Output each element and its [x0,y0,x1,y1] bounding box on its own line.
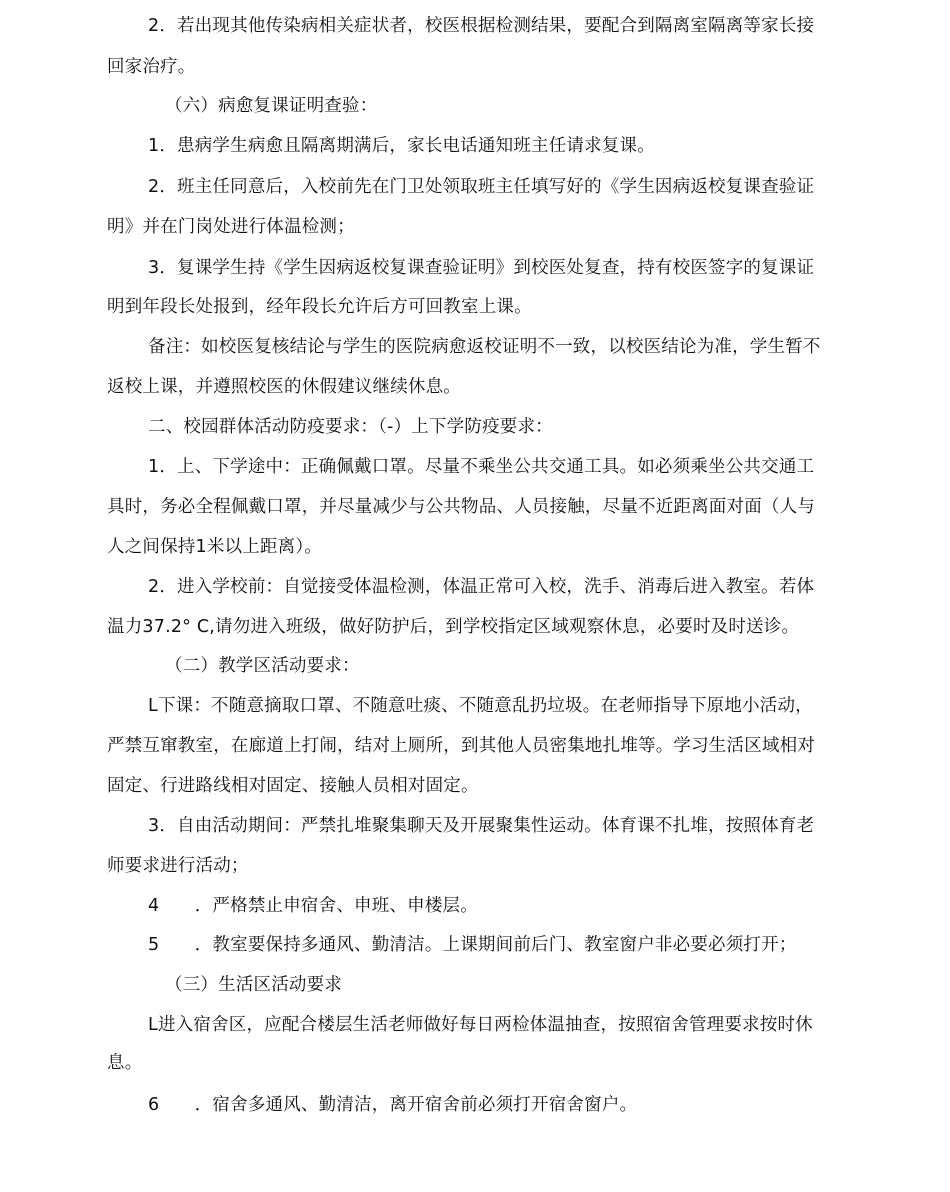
paragraph-line: 严禁互窜教室，在廊道上打闹，结对上厕所，到其他人员密集地扎堆等。学习生活区域相对 [107,736,815,756]
paragraph-line: 2．进入学校前：自觉接受体温检测，体温正常可入校，洗手、消毒后进入教室。若体 [148,577,815,597]
paragraph-line: 息。 [107,1053,143,1073]
paragraph-line: 明》并在门岗处进行体温检测； [107,217,355,237]
section-heading: （三）生活区活动要求 [165,975,342,995]
paragraph-line: 回家治疗。 [107,57,196,77]
paragraph-line: 人之间保持1米以上距离）。 [107,537,322,557]
paragraph-line: 2．班主任同意后，入校前先在门卫处领取班主任填写好的《学生因病返校复课查验证 [148,177,815,197]
paragraph-line: 1．患病学生病愈且隔离期满后，家长电话通知班主任请求复课。 [148,136,655,156]
section-heading: 二、校园群体活动防疫要求：（-）上下学防疫要求： [148,417,553,437]
note-line: 备注：如校医复核结论与学生的医院病愈返校证明不一致，以校医结论为准，学生暂不 [148,337,821,357]
paragraph-line: 2．若出现其他传染病相关症状者，校医根据检测结果，要配合到隔离室隔离等家长接 [148,16,815,36]
paragraph-line: L进入宿舍区，应配合楼层生活老师做好每日两检体温抽查，按照宿舍管理要求按时休 [148,1015,813,1035]
paragraph-line: 3．复课学生持《学生因病返校复课查验证明》到校医处复查，持有校医签字的复课证 [148,258,815,278]
paragraph-line: L下课：不随意摘取口罩、不随意吐痰、不随意乱扔垃圾。在老师指导下原地小活动， [148,696,813,716]
paragraph-line: 明到年段长处报到，经年段长允许后方可回教室上课。 [107,297,532,317]
paragraph-line: 具时，务必全程佩戴口罩，并尽量减少与公共物品、人员接触，尽量不近距离面对面（人与 [107,497,815,517]
list-item: 5 ．教室要保持多通风、勤清洁。上课期间前后门、教室窗户非必要必须打开； [148,935,797,955]
paragraph-line: 温力37.2° C,请勿进入班级，做好防护后，到学校指定区域观察休息，必要时及时送诊。 [107,617,800,637]
paragraph-line: 3．自由活动期间：严禁扎堆聚集聊天及开展聚集性运动。体育课不扎堆，按照体育老 [148,816,815,836]
paragraph-line: 师要求进行活动； [107,856,249,876]
paragraph-line: 1．上、下学途中：正确佩戴口罩。尽量不乘坐公共交通工具。如必须乘坐公共交通工 [148,457,815,477]
section-heading: （六）病愈复课证明查验： [165,96,378,116]
section-heading: （二）教学区活动要求： [165,656,360,676]
note-line: 返校上课，并遵照校医的休假建议继续休息。 [107,377,461,397]
paragraph-line: 固定、行进路线相对固定、接触人员相对固定。 [107,776,479,796]
list-item: 6 ．宿舍多通风、勤清洁，离开宿舍前必须打开宿舍窗户。 [148,1095,638,1115]
list-item: 4 ．严格禁止申宿舍、申班、申楼层。 [148,896,478,916]
